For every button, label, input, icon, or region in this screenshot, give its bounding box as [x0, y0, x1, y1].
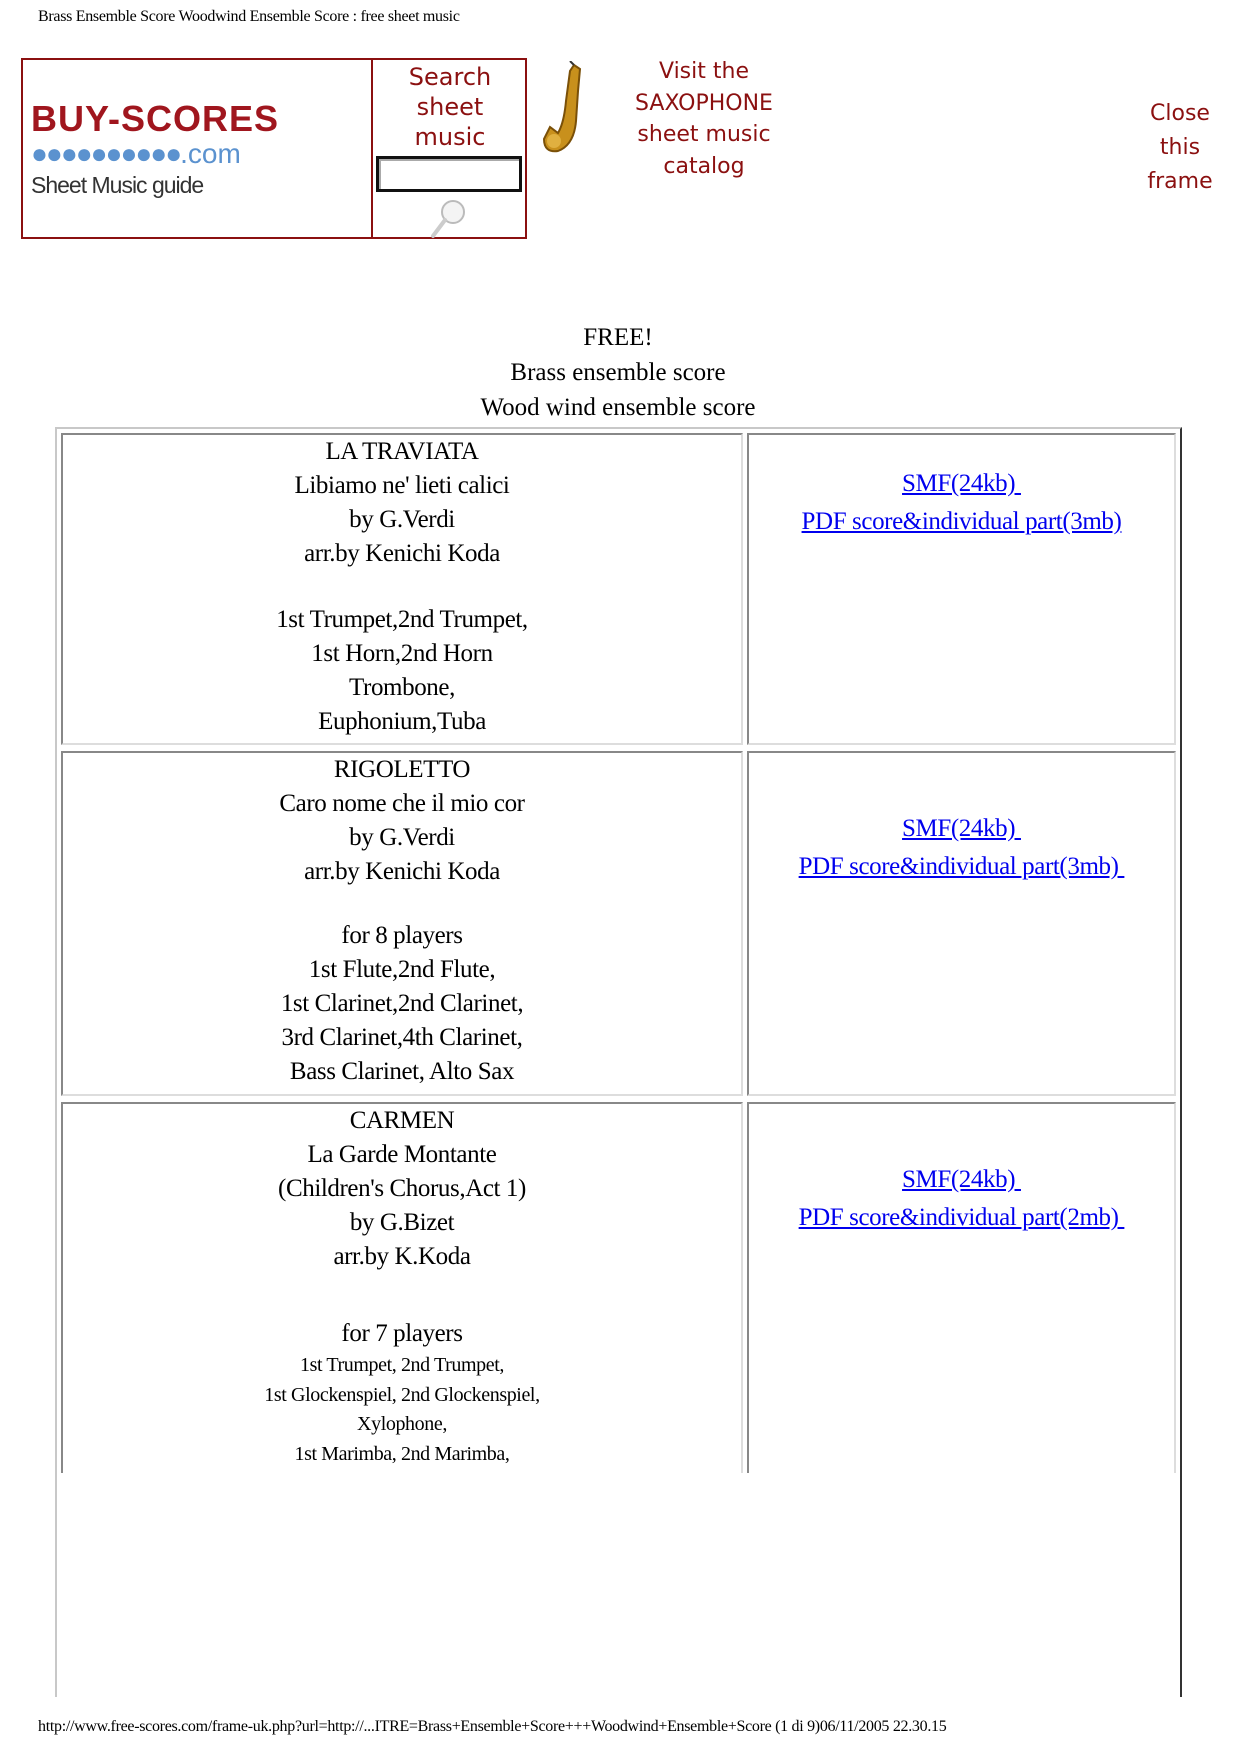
saxophone-link-line: Visit the [659, 59, 749, 84]
search-label [373, 62, 527, 152]
logo-domain: .com [180, 138, 241, 169]
score-title: CARMEN [349, 1107, 455, 1134]
score-info-cell [61, 433, 743, 745]
heading-line: Brass ensemble score [510, 359, 726, 386]
search-input[interactable] [376, 156, 522, 192]
instrument-line: 3rd Clarinet,4th Clarinet, [281, 1024, 523, 1051]
instrument-line: 1st Trumpet, 2nd Trumpet, [300, 1354, 504, 1376]
score-info [63, 435, 741, 739]
score-arranger: arr.by Kenichi Koda [304, 858, 500, 885]
score-composer: by G.Bizet [349, 1209, 455, 1236]
search-label-line: sheet [416, 93, 484, 121]
pdf-download-link[interactable]: PDF score&individual part(2mb) [798, 1204, 1125, 1231]
logo-dots [31, 138, 241, 170]
score-info-cell [61, 751, 743, 1096]
logo-tagline: Sheet Music guide [31, 172, 204, 198]
saxophone-link-line: SAXOPHONE [635, 90, 773, 116]
instrument-line: Euphonium,Tuba [318, 708, 486, 735]
score-arranger: arr.by Kenichi Koda [304, 540, 500, 567]
instrument-line: 1st Trumpet,2nd Trumpet, [276, 606, 528, 633]
instrument-line: 1st Flute,2nd Flute, [308, 956, 496, 983]
logo-dots-glyphs: ●●●●●●●●●● [31, 138, 181, 169]
close-link-line: frame [1147, 169, 1213, 194]
heading-line: FREE! [583, 324, 653, 351]
instrument-line: 1st Clarinet,2nd Clarinet, [280, 990, 524, 1017]
close-link-line: Close [1150, 101, 1210, 126]
instrument-line: for 8 players [341, 922, 463, 949]
heading-line: Wood wind ensemble score [480, 394, 756, 421]
score-subtitle: Caro nome che il mio cor [279, 790, 525, 817]
buy-scores-banner [21, 58, 527, 239]
player-count: for 7 players [341, 1320, 463, 1347]
logo-brand[interactable]: BUY-SCORES [31, 98, 280, 139]
saxophone-catalog-link[interactable] [614, 56, 794, 182]
search-label-line: Search [408, 63, 492, 91]
instrument-line: 1st Glockenspiel, 2nd Glockenspiel, [264, 1383, 540, 1406]
saxophone-link-line: sheet music [637, 122, 771, 147]
smf-download-link[interactable]: SMF(24kb) [902, 1166, 1021, 1193]
score-info [63, 753, 741, 1089]
search-label-line: music [414, 123, 486, 151]
pdf-download-link[interactable]: PDF score&individual part(3mb) [801, 508, 1122, 535]
score-subtitle: Libiamo ne' lieti calici [294, 472, 510, 499]
instrument-line: Xylophone, [357, 1413, 447, 1435]
smf-download-link[interactable]: SMF(24kb) [902, 470, 1021, 497]
score-composer: by G.Verdi [349, 506, 455, 533]
saxophone-link-line: catalog [663, 153, 745, 179]
pdf-download-link[interactable]: PDF score&individual part(3mb) [798, 853, 1125, 880]
instrument-line: Trombone, [349, 674, 455, 701]
document-title: Brass Ensemble Score Woodwind Ensemble Score : free sheet music [38, 8, 460, 25]
score-links-cell [747, 1102, 1176, 1473]
score-links-cell [747, 433, 1176, 745]
page-heading [318, 320, 918, 425]
score-title: RIGOLETTO [333, 756, 471, 783]
page-footer-url: http://www.free-scores.com/frame-uk.php?url=http://...ITRE=Brass+Ensemble+Score+++Woodwind+Ensemble+Score (1 di 9)06/11/2005 22.30.15 [38, 1718, 947, 1735]
instrument-line: 1st Horn,2nd Horn [311, 640, 493, 667]
magnifier-search-icon[interactable] [428, 198, 468, 240]
saxophone-icon[interactable] [536, 61, 592, 157]
score-info [63, 1104, 741, 1469]
instrument-line: 1st Marimba, 2nd Marimba, [294, 1442, 510, 1465]
close-frame-link[interactable] [1130, 97, 1230, 199]
score-arranger: arr.by K.Koda [333, 1243, 471, 1270]
score-title: LA TRAVIATA [325, 438, 479, 465]
instrument-line: Bass Clarinet, Alto Sax [289, 1058, 515, 1085]
close-link-line: this [1159, 135, 1201, 160]
score-info-cell [61, 1102, 743, 1473]
smf-download-link[interactable]: SMF(24kb) [902, 815, 1021, 842]
score-subtitle-detail: (Children's Chorus,Act 1) [278, 1175, 526, 1202]
score-composer: by G.Verdi [349, 824, 455, 851]
score-links-cell [747, 751, 1176, 1096]
score-subtitle: La Garde Montante [307, 1141, 497, 1168]
